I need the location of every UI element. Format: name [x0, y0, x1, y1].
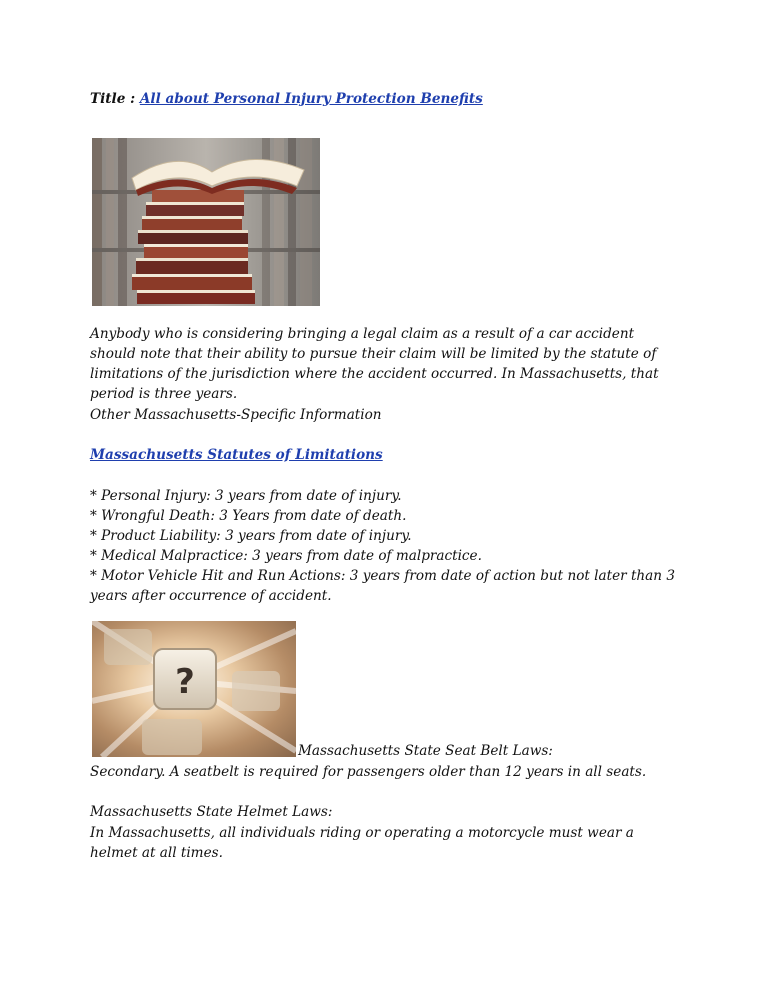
title-link[interactable]: All about Personal Injury Protection Benefits — [139, 91, 483, 107]
intro-paragraph: Anybody who is considering bringing a legal claim as a result of a car accident should note that their ability to pursue their claim will be limited by the statute of limitations of the jurisdiction where the accident occurred. In Massachusetts, that period is three years. — [90, 326, 659, 402]
title-prefix: Title : — [90, 91, 140, 107]
list-item: * Motor Vehicle Hit and Run Actions: 3 years from date of action but not later than 3 years after occurrence of accident. — [90, 568, 675, 604]
statutes-heading-link[interactable]: Massachusetts Statutes of Limitations — [90, 447, 383, 463]
statutes-list — [90, 486, 680, 606]
list-item: * Wrongful Death: 3 Years from date of death. — [90, 508, 407, 524]
list-item: * Product Liability: 3 years from date of injury. — [90, 528, 412, 544]
stack-of-books-photo — [92, 138, 320, 306]
svg-text:?: ? — [175, 662, 195, 702]
list-item: * Personal Injury: 3 years from date of injury. — [90, 488, 402, 504]
document-title — [90, 89, 483, 109]
seatbelt-label: Massachusetts State Seat Belt Laws: — [298, 743, 553, 759]
helmet-text: In Massachusetts, all individuals riding or operating a motorcycle must wear a helmet at all times. — [90, 825, 634, 861]
helmet-label: Massachusetts State Helmet Laws: — [90, 804, 333, 820]
seatbelt-text: Secondary. A seatbelt is required for passengers older than 12 years in all seats. — [90, 764, 647, 780]
list-item: * Medical Malpractice: 3 years from date of malpractice. — [90, 548, 482, 564]
question-mark-key-photo — [92, 621, 296, 757]
other-info-line: Other Massachusetts-Specific Information — [90, 407, 382, 423]
